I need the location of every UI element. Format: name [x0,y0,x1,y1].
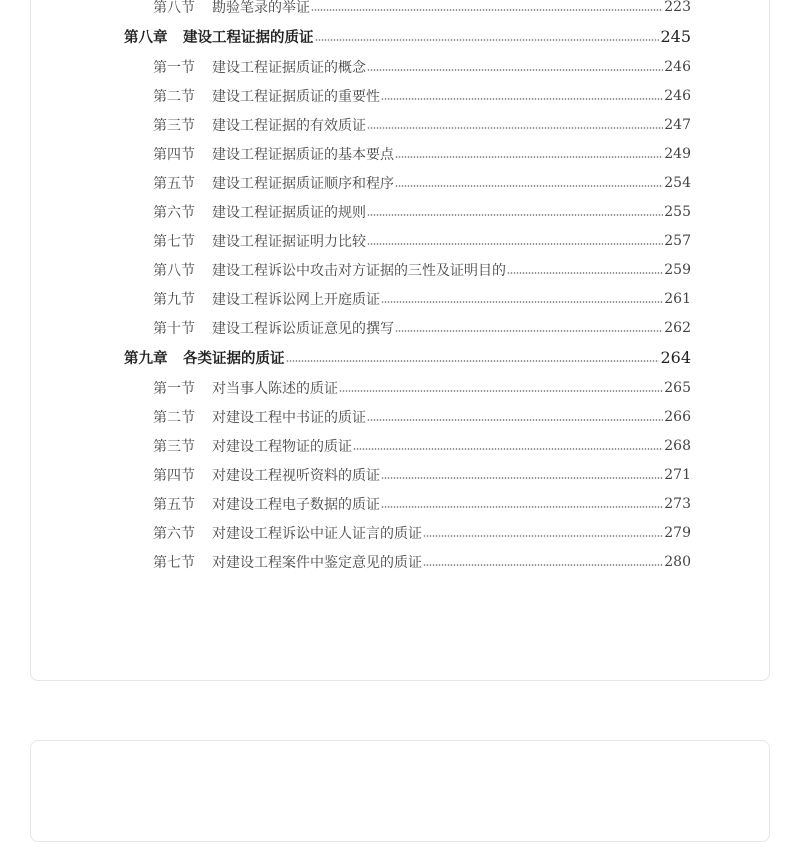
toc-section-entry[interactable] [31,402,769,431]
entry-page-number: 279 [664,524,691,541]
dot-leader [286,360,660,362]
entry-page-number: 264 [660,348,691,367]
dot-leader [395,330,663,332]
dot-leader [395,185,663,187]
entry-title: 建设工程证据证明力比较 [212,233,366,250]
entry-title: 建设工程诉讼中攻击对方证据的三性及证明目的 [212,262,506,279]
entry-page-number: 261 [664,290,691,307]
entry-number: 第八节 [153,262,195,279]
entry-page-number: 273 [664,495,691,512]
entry-page-number: 255 [664,203,691,220]
toc-section-entry[interactable] [31,313,769,342]
entry-title: 对建设工程电子数据的质证 [212,496,380,513]
dot-leader [367,419,663,421]
entry-page-number: 259 [664,261,691,278]
dot-leader [339,390,663,392]
entry-page-number: 262 [664,319,691,336]
toc-section-entry[interactable] [31,489,769,518]
dot-leader [423,564,663,566]
entry-number: 第九节 [153,291,195,308]
entry-title: 勘验笔录的举证 [212,0,310,16]
entry-number: 第十节 [153,320,195,337]
toc-chapter-entry[interactable] [31,342,769,373]
dot-leader [381,506,663,508]
dot-leader [423,535,663,537]
dot-leader [315,39,660,41]
entry-number: 第八章 [124,29,168,46]
entry-page-number: 246 [664,58,691,75]
entry-page-number: 271 [664,466,691,483]
entry-page-number: 223 [664,0,691,15]
entry-title: 各类证据的质证 [183,350,285,367]
entry-page-number: 254 [664,174,691,191]
entry-number: 第五节 [153,175,195,192]
entry-title: 建设工程诉讼质证意见的撰写 [212,320,394,337]
entry-number: 第九章 [124,350,168,367]
entry-page-number: 247 [664,116,691,133]
dot-leader [381,477,663,479]
entry-title: 对建设工程诉讼中证人证言的质证 [212,525,422,542]
toc-section-entry[interactable] [31,168,769,197]
dot-leader [367,214,663,216]
entry-number: 第三节 [153,117,195,134]
entry-title: 建设工程证据质证的规则 [212,204,366,221]
entry-number: 第四节 [153,467,195,484]
entry-number: 第四节 [153,146,195,163]
toc-section-entry[interactable] [31,52,769,81]
entry-page-number: 265 [664,379,691,396]
toc-chapter-entry[interactable] [31,21,769,52]
entry-title: 对建设工程中书证的质证 [212,409,366,426]
toc-section-entry[interactable] [31,197,769,226]
dot-leader [367,127,663,129]
entry-page-number: 266 [664,408,691,425]
entry-title: 建设工程证据质证顺序和程序 [212,175,394,192]
entry-page-number: 257 [664,232,691,249]
toc-section-entry[interactable] [31,284,769,313]
entry-page-number: 245 [660,27,691,46]
entry-number: 第七节 [153,554,195,571]
toc-section-entry[interactable] [31,460,769,489]
entry-title: 建设工程证据质证的重要性 [212,88,380,105]
entry-title: 建设工程证据的质证 [183,29,314,46]
entry-title: 对建设工程视听资料的质证 [212,467,380,484]
toc-section-entry[interactable] [31,373,769,402]
entry-number: 第一节 [153,59,195,76]
toc-section-entry[interactable] [31,518,769,547]
dot-leader [395,156,663,158]
entry-number: 第七节 [153,233,195,250]
toc-section-entry[interactable] [31,431,769,460]
entry-number: 第二节 [153,409,195,426]
entry-number: 第二节 [153,88,195,105]
entry-number: 第六节 [153,525,195,542]
toc-section-entry[interactable] [31,547,769,576]
entry-number: 第三节 [153,438,195,455]
entry-page-number: 246 [664,87,691,104]
dot-leader [367,243,663,245]
toc-section-entry[interactable] [31,81,769,110]
toc-section-entry[interactable] [31,255,769,284]
entry-title: 对建设工程案件中鉴定意见的质证 [212,554,422,571]
document-page [30,0,770,681]
entry-title: 建设工程证据质证的基本要点 [212,146,394,163]
entry-title: 建设工程诉讼网上开庭质证 [212,291,380,308]
dot-leader [311,9,663,11]
entry-title: 建设工程证据的有效质证 [212,117,366,134]
next-document-page [30,740,770,842]
entry-number: 第八节 [153,0,195,16]
entry-title: 对建设工程物证的质证 [212,438,352,455]
dot-leader [367,69,663,71]
toc-section-entry[interactable] [31,110,769,139]
entry-number: 第五节 [153,496,195,513]
toc-section-entry[interactable] [31,226,769,255]
entry-page-number: 268 [664,437,691,454]
toc-section-entry[interactable] [31,0,769,21]
toc-section-entry[interactable] [31,139,769,168]
dot-leader [381,301,663,303]
dot-leader [381,98,663,100]
entry-number: 第一节 [153,380,195,397]
entry-number: 第六节 [153,204,195,221]
dot-leader [507,272,663,274]
dot-leader [353,448,663,450]
entry-page-number: 280 [664,553,691,570]
entry-title: 建设工程证据质证的概念 [212,59,366,76]
table-of-contents [31,0,769,576]
entry-title: 对当事人陈述的质证 [212,380,338,397]
entry-page-number: 249 [664,145,691,162]
